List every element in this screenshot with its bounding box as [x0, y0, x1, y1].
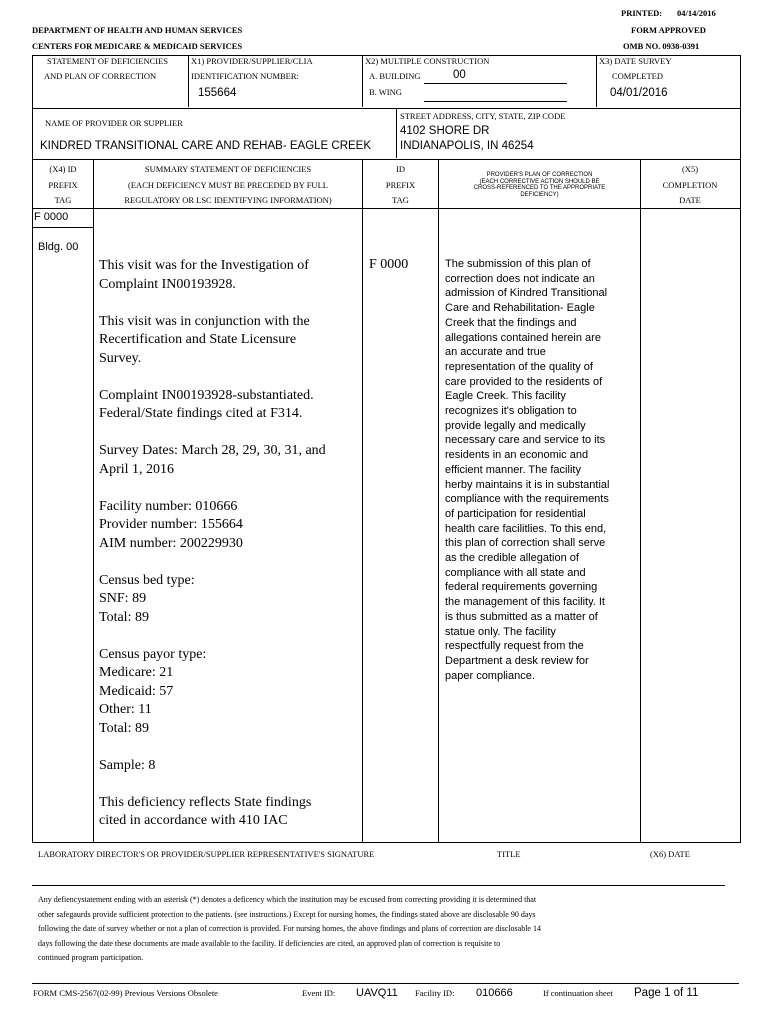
summary-para-6: Census bed type: SNF: 89 Total: 89 [99, 572, 195, 625]
plan-line: compliance with all state and [445, 566, 586, 579]
provider-box [32, 108, 741, 160]
summary-header-1: SUMMARY STATEMENT OF DEFICIENCIES [144, 164, 312, 174]
address-line-2: INDIANAPOLIS, IN 46254 [400, 140, 534, 152]
building-label: A. BUILDING [369, 71, 421, 81]
plan-line: this plan of correction shall serve [445, 537, 606, 550]
plan-line: herby maintains it is in substantial [445, 478, 610, 491]
tag-left: F 0000 [34, 211, 69, 223]
id-header-2: PREFIX [385, 180, 416, 190]
disclaimer-line: days following the date these documents are made available to the facility. If deficiencies are cited, an approved plan of correction is requisite to [38, 938, 501, 948]
plan-line: residents in an economic and [445, 449, 589, 462]
x5-header-3: DATE [679, 195, 701, 205]
plan-line: an accurate and true [445, 346, 546, 359]
page-number: Page 1 of 11 [634, 987, 699, 999]
plan-line: paper compliance. [445, 669, 535, 682]
plan-line: respectfully request from the [445, 640, 584, 653]
plan-line: provide legally and medically [445, 419, 586, 432]
plan-line: statue only. The facility [445, 625, 556, 638]
summary-para-4: Survey Dates: March 28, 29, 30, 31, and April 1, 2016 [99, 443, 326, 477]
plan-line: Creek that the findings and [445, 316, 577, 329]
plan-line: health care facilitlies. To this end, [445, 522, 607, 535]
plan-header [439, 172, 640, 198]
plan-header-3: CROSS-REFERENCED TO THE APPROPRIATE [473, 185, 606, 191]
x5-header-1: (X5) [681, 164, 699, 174]
date-label: (X6) DATE [650, 849, 690, 859]
disclaimer-line: following the date of survey whether or not a plan of correction is provided. For nursing homes, the above findings and plans of correction are disclosable 14 [38, 924, 541, 933]
x3-label-2: COMPLETED [612, 71, 663, 81]
plan-line: federal requirements governing [445, 581, 598, 594]
summary-para-3: Complaint IN00193928-substantiated. Federal/State findings cited at F314. [99, 387, 314, 421]
disclaimer-line: continued program participation. [38, 953, 144, 962]
plan-line: allegations contained herein are [445, 331, 601, 344]
tag-right: F 0000 [369, 257, 409, 272]
building-tag: Bldg. 00 [38, 241, 79, 253]
x4-header-1: (X4) ID [49, 164, 77, 174]
plan-line: correction does not indicate an [445, 272, 595, 285]
provider-name-value: KINDRED TRANSITIONAL CARE AND REHAB- EAGLE CREEK [40, 140, 372, 152]
x4-header-2: PREFIX [48, 180, 78, 190]
form-approved: FORM APPROVED [631, 25, 706, 35]
x1-label-1: X1) PROVIDER/SUPPLIER/CLIA [191, 56, 313, 66]
wing-label: B. WING [369, 87, 402, 97]
printed-label: PRINTED: [621, 8, 663, 18]
summary-text [99, 257, 361, 849]
summary-para-7: Census payor type: Medicare: 21 Medicaid: 57 Other: 11 Total: 89 [99, 646, 207, 736]
id-header-1: ID [396, 164, 405, 174]
disclaimer-line: other safegaurds provide sufficient protection to the patients. (see instructions.) Except for nursing homes, the findings stated above are disclosable 90 days [38, 909, 536, 919]
plan-line: Department a desk review for [445, 654, 589, 667]
plan-line: care provided to the residents of [445, 375, 603, 388]
summary-para-2: This visit was in conjunction with the Recertification and State Licensure Survey. [99, 313, 310, 366]
address-line-1: 4102 SHORE DR [400, 125, 490, 137]
summary-header-2: (EACH DEFICIENCY MUST BE PRECEDED BY FULL [128, 180, 328, 190]
building-value: 00 [453, 69, 466, 81]
plan-line: recognizes it's obligation to [445, 405, 577, 418]
omb-number: OMB NO. 0938-0391 [623, 41, 700, 51]
plan-line: compliance with the requirements [445, 493, 609, 506]
x1-label-2: IDENTIFICATION NUMBER: [191, 71, 299, 81]
provider-id-value: 155664 [198, 87, 237, 99]
summary-para-9: This deficiency reflects State findings cited in accordance with 410 IAC [99, 794, 312, 828]
provider-name-label: NAME OF PROVIDER OR SUPPLIER [45, 118, 183, 128]
summary-header-3: REGULATORY OR LSC IDENTIFYING INFORMATION) [124, 195, 332, 205]
plan-line: the management of this facility. It [445, 596, 605, 609]
form-number: FORM CMS-2567(02-99) Previous Versions Obsolete [33, 988, 218, 998]
statement-label-2: AND PLAN OF CORRECTION [44, 71, 157, 81]
x4-header-3: TAG [54, 195, 72, 205]
survey-date-value: 04/01/2016 [610, 87, 668, 99]
plan-line: of participation for residential [445, 507, 586, 520]
facility-id-value: 010666 [476, 987, 513, 999]
summary-para-1: This visit was for the Investigation of Complaint IN00193928. [99, 258, 309, 292]
plan-line: necessary care and service to its [445, 434, 606, 447]
signature-label: LABORATORY DIRECTOR'S OR PROVIDER/SUPPLIER REPRESENTATIVE'S SIGNATURE [38, 849, 375, 859]
plan-line: as the credible allegation of [445, 552, 579, 565]
plan-line: Eagle Creek. This facility [445, 390, 566, 403]
disclaimer-line: Any defiencystatement ending with an asterisk (*) denotes a deficency which the institution may be excused from correcting providing it is determined that [38, 895, 537, 904]
disclaimer [38, 893, 728, 966]
continuation-label: If continuation sheet [543, 988, 613, 998]
summary-para-5: Facility number: 010666 Provider number: 155664 AIM number: 200229930 [99, 498, 243, 551]
plan-line: representation of the quality of [445, 360, 593, 373]
plan-header-1: PROVIDER'S PLAN OF CORRECTION [486, 172, 593, 178]
x3-label-1: X3) DATE SURVEY [599, 56, 672, 66]
plan-line: efficient manner. The facility [445, 463, 581, 476]
title-label: TITLE [497, 849, 521, 859]
printed-date: 04/14/2016 [677, 8, 716, 18]
plan-line: The submission of this plan of [445, 258, 591, 270]
plan-line: is thus submitted as a matter of [445, 610, 598, 623]
x5-header-2: COMPLETION [662, 180, 718, 190]
plan-line: admission of Kindred Transitional [445, 287, 608, 300]
x2-label: X2) MULTIPLE CONSTRUCTION [365, 56, 490, 66]
id-header-3: TAG [392, 195, 409, 205]
summary-para-8: Sample: 8 [99, 757, 156, 773]
plan-header-2: (EACH CORRECTIVE ACTION SHOULD BE [479, 178, 600, 185]
statement-label-1: STATEMENT OF DEFICIENCIES [47, 56, 169, 66]
facility-id-label: Facility ID: [415, 988, 455, 998]
plan-header-4: DEFICIENCY) [520, 191, 559, 198]
address-label: STREET ADDRESS, CITY, STATE, ZIP CODE [400, 111, 566, 121]
plan-line: Care and Rehabilitation- Eagle [445, 302, 595, 315]
agency-line-1: DEPARTMENT OF HEALTH AND HUMAN SERVICES [32, 25, 243, 35]
agency-line-2: CENTERS FOR MEDICARE & MEDICAID SERVICES [32, 41, 243, 51]
plan-text [445, 257, 630, 683]
event-id-label: Event ID: [302, 988, 336, 998]
event-id-value: UAVQ11 [356, 987, 398, 999]
